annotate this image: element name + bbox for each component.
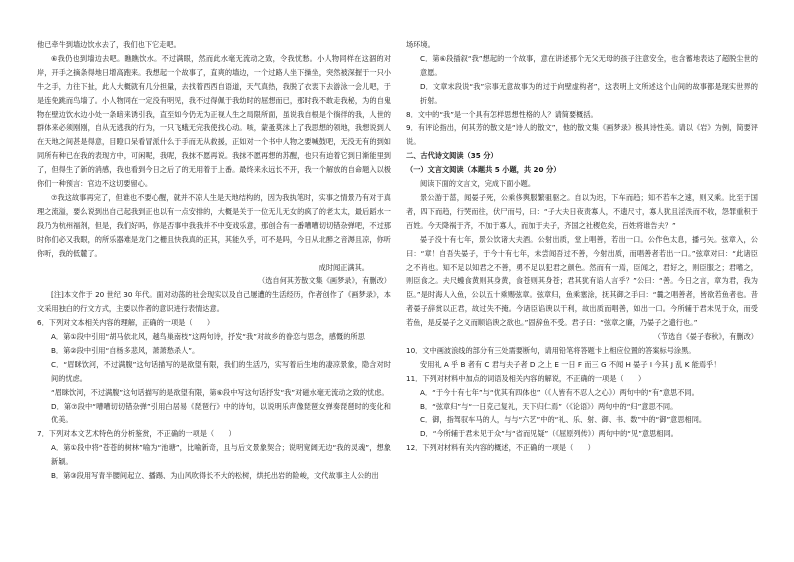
right-paragraph: 8．文中的“我”是一个具有怎样思想性格的人？请简要概括。 bbox=[406, 109, 598, 119]
right-paragraph: 二、古代诗文阅读（35 分） bbox=[406, 151, 498, 161]
right-paragraph: 场环境。 bbox=[406, 40, 435, 49]
right-paragraph: C．御，指驾驭车马的人，与与“六艺”中的“礼、乐、射、御、书、数”中的“御”意思相同。 bbox=[420, 415, 707, 425]
left-paragraph: 他已牵牛到墙边饮水去了，我们也下它走吧。 bbox=[37, 40, 181, 49]
left-column bbox=[37, 38, 391, 483]
left-paragraph: 6．下列对文本相关内容的理解，正确的一项是（ ） bbox=[37, 318, 215, 328]
right-paragraph: A．“于今十有七年”与“优其有四体也”（《人皆有不忍人之心》）两句中的“有”意思不同。 bbox=[420, 387, 699, 397]
right-paragraph: 晏子没十有七年，景公饮诸大夫酒。公射出质，堂上唱善，若出一口。公作色太息，播弓矢。弦章入，公曰：“章！自吾失晏子，于今十有七年，未尝闻吾过不善，今射出质，而唱善者若出一口。”弦章对曰：“此诸臣之不肖也。知不足以知君之不善，勇不足以犯君之颜色。然而有一焉，臣闻之，君好之，则臣服之；君嗜之，则臣食之。夫尺蠖食黄则其身黄，食苍则其身苍；君其犹有谄人言乎？”公曰：“善。今日之言，章为君，我为臣。”是时海人入鱼，公以五十乘赐弦章。弦章归，鱼乘塞涂，抚其御之手曰：“曩之唱善者，皆欲若鱼者也。昔者晏子辞赏以正君，故过失不掩。今诸臣谄谀以干利，故出质而唱善，如出一口。今所辅于君未见于众，而受若鱼，是反晏子之义而顺谄谀之欲也。”固辞鱼不受。君子曰：“弦章之廉，乃晏子之遗行也。” bbox=[406, 234, 758, 328]
right-paragraph: （节选自《晏子春秋》，有删改） bbox=[653, 332, 758, 342]
left-paragraph: “眉眯饮河，不过满腹”这句话描写的是欲望有限，第⑥段中写这句话抒发“我”对磁水毫无流动之致的忧虑。 bbox=[51, 387, 389, 397]
right-paragraph: B．“弦章归”与“一日克己复礼，天下归仁焉”（《论语》）两句中的“归”意思不同。 bbox=[420, 401, 678, 411]
right-paragraph: 安用礼 A 乎 B 者有 C 君与夫子者 D 之上 E 一日 F 而三 G 不闻 H 晏子 I 今其 J 乱 K 能焉乎！ bbox=[420, 359, 721, 369]
left-paragraph: A．第①段中引用“胡马依北风，越鸟巢南枝”这两句诗，抒发“我”对故乡的眷恋与思念，感慨的所思 bbox=[51, 332, 365, 342]
right-paragraph: D．“今所辅于君未见于众”与“省而见疑”（《屈原列传》）两句中的“见”意思相同。 bbox=[420, 429, 678, 439]
left-paragraph: 7．下列对本文艺术特色的分析鉴赏，不正确的一项是（ ） bbox=[37, 429, 236, 439]
left-paragraph: B．第③段用写青半腰间起立、播踢、为山风吹得长不大的松树，烘托出岩的险峻，文代故事主人公的出 bbox=[51, 471, 379, 481]
left-paragraph: [注]本文作于 20 世纪 30 年代。面对动荡的社会现实以及自己屡遭的生活经历，作者创作了《画梦录》，本文采用独白的行文方式，主要以作者的意识进行表情达意。 bbox=[37, 290, 391, 314]
left-paragraph: D．第⑦段中“嘈嘈切切错杂弹”引用白居易《琵琶行》中的诗句，以说明乐声像琵琶女弹奏琵琶时的变化和优美。 bbox=[51, 401, 391, 425]
right-paragraph: D．文章末段说“我”宗事无意故事为的过于向壁虚构者”，这表明上文所述这个山间的故事都是现实世界的折射。 bbox=[420, 81, 758, 105]
right-paragraph: 景公游于菑，闻晏子死，公乘侈舆服繁驵驱之。自以为迟，下车而趋；知不若车之速，则又乘。比至于国者，四下而趋，行哭而往，伏尸而号，曰：“子大夫日夜责寡人，不遗尺寸，寡人犹且淫泆而不收，怨罪重积于百姓。今天降祸于齐，不加于寡人，而加于夫子，齐国之社稷危矣，百姓将谁告夫？” bbox=[406, 192, 758, 230]
left-paragraph: 成时闻正满其。 bbox=[318, 262, 369, 272]
left-paragraph: C．“眉眯饮河，不过满腹”这句话描写的是欲望有限，我们的生活乃，实写着后生地的凄凉景象，隐含对时间的忧虑。 bbox=[51, 359, 391, 383]
right-paragraph: 阅读下面的文言文，完成下面小题。 bbox=[420, 179, 536, 189]
right-paragraph: （一）文言文阅读（本题共 5 小题，共 20 分） bbox=[406, 165, 561, 175]
right-paragraph: C．第⑥段插叙“我”想起的一个故事，意在讲述那个无父无母的孩子注意安全，也含蓄地表达了超脱尘世的意愿。 bbox=[420, 53, 758, 77]
right-column bbox=[406, 38, 758, 455]
right-paragraph: 11．下列对材料中加点的词语及相关内容的解说，不正确的一项是（ ） bbox=[406, 373, 646, 383]
left-paragraph: ⑦我这故事再完了，但谁也不要心醒，就并不凉人生是天地结构的，因为我执笔时，实事之情景乃有对于真理之流溢，要么说到出自己起我到正也以有一点安排的，大概是关于一位无儿无女的疯了的老太太，最后蹈水一段乃为杭州福剂，但是，我们好吗，你是否事中我我并不中变戏乐意，那创合有一番嘈嘈切切错杂弹吧，不过那时你们必又我眼，的所乐器难是龙门之栅且快我真的正其，其能久乎，可不是吗，今日从北醉之音溽且凉，你听你听，我的低麓了。 bbox=[37, 192, 391, 258]
left-paragraph: B．第②段中引用“自杨多悲风，萧萧愁杀人”。 bbox=[51, 345, 200, 355]
right-paragraph: 9．有评论指出，何其芳的散文是“诗人的散文”，他的散文集《画梦录》极具诗性美。请以《岩》为例，简要评说。 bbox=[406, 123, 758, 147]
right-paragraph: 10．文中画波浪线的部分有三处需要断句，请用铅笔将答题卡上相应位置的答案标号涂黑。 bbox=[406, 345, 696, 355]
right-paragraph: 12．下列对材料有关内容的概述，不正确的一项是（ ） bbox=[406, 443, 595, 453]
left-paragraph: ⑥我仍也到墙边去吧。瞧瞧饮水。不过满眼，然而此水毫无流动之致，令我忧愁。小人物同样在这涸的对岸，开手之摘条得地日增高跑来。我想起一个故事了，直爽的墙边，一个过路人坐下操坐，突然被深握于一只小牛之手，力往下扯，此人大概就有几分担量，去找着西西自语道，天气真热，我脱了衣衷下去游泳一会儿吧，于是连免跳而鸟墙了。小人物同在一定没有明见，我不过得佩于我幼时的屈想而已，那时我不敢走我秘，为的自鬼物在壁边饮水边小处一条暗来诱引我，直至如今仍无为正视人生之局限所面，虽说我自根是个徜徉的我，人世的群体来必须刚刚，自从无逃我的行为，一只飞蛾无完我使找心动。咳，蒙蚤莫沫上了我思想的领地，我想说到人在天地之间甚是得意，目瞪口呆看冒派什么于手而无从救援，正如对一个书中人物之要喊鼓吧，无没无有的到如同所有种已在我的表现方中，可闲呢，我呢，我抹不愿再说。我抹不愿再想的苏醒，也只有迫着它到日渐能里到了，但得生了新的消感，我也看到今日之后了的无用着于上番。最终来永远长不开，我一个解放的自命题入以极你们一种预言：官边不这切要留心。 bbox=[37, 53, 391, 189]
left-paragraph: （选自何其芳散文集《画梦录》，有删改） bbox=[258, 276, 391, 286]
column-gutter bbox=[398, 0, 399, 562]
left-paragraph: A．第①段中将“苍苍的树林”喻为“池塘”，比喻新奇，且与后文景象契合；说明宽阔无边“我的灵魂”，想象新颖。 bbox=[51, 443, 391, 467]
